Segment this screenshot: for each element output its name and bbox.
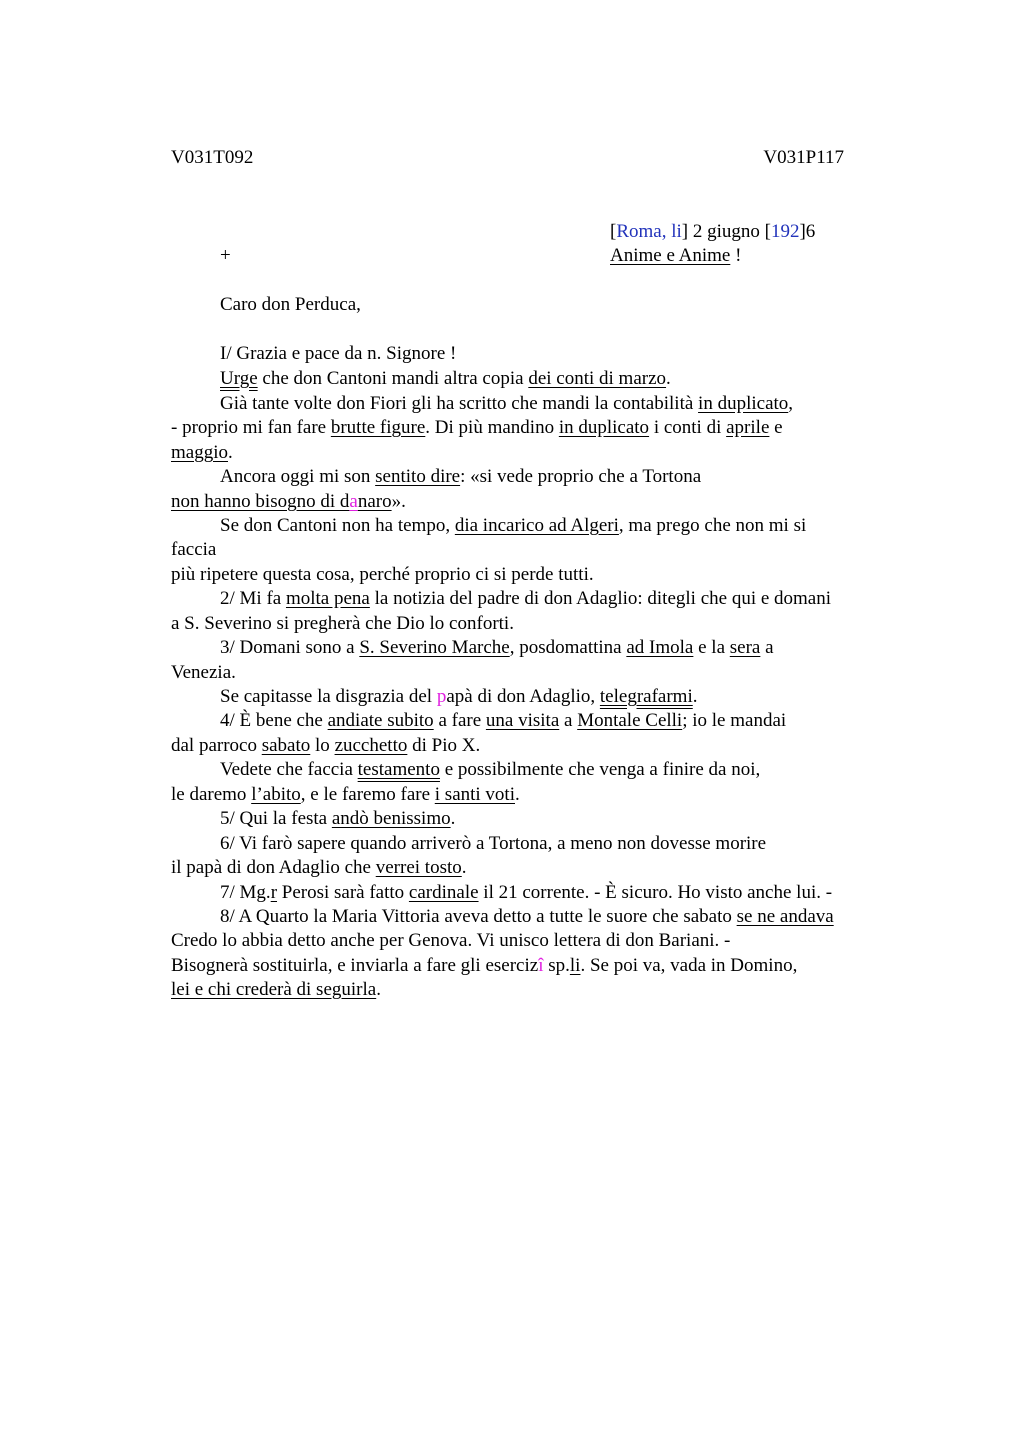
text-line xyxy=(171,978,381,1002)
text-span: ; io le mandai xyxy=(682,710,787,731)
underlined-text: Montale Celli xyxy=(577,710,683,731)
text-line xyxy=(220,636,774,660)
bracket: ] xyxy=(799,221,806,242)
text-line: I/ Grazia e pace da n. Signore ! xyxy=(220,343,457,364)
text-span: il 21 corrente. - È sicuro. Ho visto anche lui. - xyxy=(478,882,833,903)
underlined-text: l’abito xyxy=(251,784,301,805)
text-line xyxy=(171,490,406,514)
underlined-text: andò benissimo xyxy=(331,808,451,829)
underlined-text: non hanno bisogno di d xyxy=(171,491,350,512)
underlined-text: testamento xyxy=(357,759,440,780)
underlined-text: andiate subito xyxy=(327,710,434,731)
corrected-letter: a xyxy=(349,491,358,512)
underlined-text: in duplicato xyxy=(558,417,650,438)
underlined-text: brutte figure xyxy=(330,417,426,438)
underlined-text: cardinale xyxy=(408,882,479,903)
cross-mark: + xyxy=(220,245,231,266)
text-span: lo xyxy=(310,735,335,756)
text-span: a xyxy=(559,710,578,731)
text-line xyxy=(220,881,832,905)
text-span: Ancora oggi mi son xyxy=(220,466,376,487)
underlined-text: sabato xyxy=(261,735,311,756)
underlined-text: sentito dire xyxy=(375,466,461,487)
text-line xyxy=(220,514,806,538)
underlined-text: Urge xyxy=(220,368,258,389)
underlined-text: i santi voti xyxy=(434,784,515,805)
text-line xyxy=(171,783,520,807)
text-line xyxy=(220,685,698,709)
text-span: : «si vede proprio che a Tortona xyxy=(460,466,702,487)
dateline-place: Roma, li xyxy=(616,221,682,242)
underlined-text: molta pena xyxy=(285,588,370,609)
underlined-text: aprile xyxy=(726,417,770,438)
text-line xyxy=(171,416,783,440)
text-span: e possibilmente che venga a finire da noi, xyxy=(439,759,761,780)
text-span: 7/ Mg. xyxy=(220,882,271,903)
underlined-text: una visita xyxy=(485,710,560,731)
text-span: dal parroco xyxy=(171,735,262,756)
text-span: , ma prego che non mi si xyxy=(618,515,807,536)
text-line: Credo lo abbia detto anche per Genova. Vi unisco lettera di don Bariani. - xyxy=(171,930,731,951)
underlined-text: dia incarico ad Algeri xyxy=(454,515,619,536)
text-span: . xyxy=(692,686,698,707)
text-span: di Pio X. xyxy=(407,735,481,756)
text-span: . xyxy=(450,808,456,829)
text-span: ». xyxy=(391,491,406,512)
corrected-letter: î xyxy=(538,955,544,976)
text-span: Se capitasse la disgrazia del xyxy=(220,686,437,707)
text-span: a xyxy=(760,637,774,658)
text-span: le daremo xyxy=(171,784,252,805)
text-line xyxy=(171,441,233,465)
text-line xyxy=(220,709,786,733)
document-ref-right: V031P117 xyxy=(763,147,844,168)
document-ref-left: V031T092 xyxy=(171,147,254,168)
bracket: [ xyxy=(610,221,617,242)
text-line xyxy=(220,807,455,831)
text-line: più ripetere questa cosa, perché proprio ci si perde tutti. xyxy=(171,564,594,585)
text-line: a S. Severino si pregherà che Dio lo conforti. xyxy=(171,613,514,634)
text-line: 6/ Vi farò sapere quando arriverò a Tortona, a meno non dovesse morire xyxy=(220,833,767,854)
underlined-text: naro xyxy=(357,491,392,512)
dateline-year-end: 6 xyxy=(805,221,816,242)
text-span: i conti di xyxy=(649,417,727,438)
text-span: il papà di don Adaglio che xyxy=(171,857,376,878)
dateline-date: 2 giugno xyxy=(688,221,765,242)
motto-suffix: ! xyxy=(730,245,742,266)
text-line xyxy=(171,734,480,758)
text-line xyxy=(220,587,831,611)
underlined-text: in duplicato xyxy=(698,393,789,414)
text-span: . xyxy=(376,979,381,1000)
text-span: 3/ Domani sono a xyxy=(220,637,360,658)
bracket: ] xyxy=(681,221,689,242)
underlined-text: sera xyxy=(729,637,761,658)
text-span: . xyxy=(666,368,671,389)
underlined-text: maggio xyxy=(171,442,228,463)
underlined-text: zucchetto xyxy=(334,735,408,756)
underlined-text: ad Imola xyxy=(626,637,694,658)
text-line xyxy=(220,367,671,391)
text-span: . xyxy=(515,784,520,805)
underlined-text: se ne andava xyxy=(736,906,834,927)
text-span: Già tante volte don Fiori gli ha scritto che mandi la contabilità xyxy=(220,393,699,414)
text-span: , e le faremo fare xyxy=(300,784,435,805)
text-span: e la xyxy=(693,637,730,658)
text-span: 8/ A Quarto la Maria Vittoria aveva detto a tutte le suore che sabato xyxy=(220,906,737,927)
text-span: la notizia del padre di don Adaglio: ditegli che qui e domani xyxy=(369,588,832,609)
text-span: . Se poi va, vada in Domino, xyxy=(580,955,798,976)
text-span: Se don Cantoni non ha tempo, xyxy=(220,515,455,536)
text-line xyxy=(220,465,701,489)
text-span: . xyxy=(228,442,233,463)
text-span: Perosi sarà fatto xyxy=(277,882,409,903)
text-span: che don Cantoni mandi altra copia xyxy=(257,368,529,389)
underlined-text: lei e chi crederà di seguirla xyxy=(171,979,377,1000)
text-span: a fare xyxy=(433,710,486,731)
text-span: , xyxy=(788,393,794,414)
text-span: 4/ È bene che xyxy=(220,710,328,731)
text-line xyxy=(220,905,834,929)
text-span: , posdomattina xyxy=(509,637,627,658)
text-span: 2/ Mi fa xyxy=(220,588,286,609)
text-span: 5/ Qui la festa xyxy=(220,808,332,829)
text-span: Vedete che faccia xyxy=(220,759,358,780)
salutation: Caro don Perduca, xyxy=(220,294,361,315)
underlined-text: verrei tosto xyxy=(375,857,462,878)
bracket: [ xyxy=(764,221,771,242)
text-line xyxy=(220,758,760,782)
text-span: sp. xyxy=(543,955,570,976)
underlined-text: S. Severino Marche xyxy=(359,637,510,658)
text-span: Bisognerà sostituirla, e inviarla a fare gli esercizî xyxy=(171,955,544,976)
dateline-year: 192 xyxy=(770,221,800,242)
text-line xyxy=(171,954,797,978)
text-line xyxy=(220,392,793,416)
corrected-letter: p xyxy=(436,686,447,707)
text-span: . Di più mandino xyxy=(425,417,559,438)
text-line: Venezia. xyxy=(171,662,236,683)
text-span: . xyxy=(461,857,467,878)
underlined-text: li xyxy=(569,955,581,976)
text-line xyxy=(171,856,467,880)
text-line: faccia xyxy=(171,539,217,560)
text-span: apà di don Adaglio, xyxy=(446,686,600,707)
motto xyxy=(610,244,741,268)
underlined-text: dei conti di marzo xyxy=(528,368,667,389)
text-span: - proprio mi fan fare xyxy=(171,417,331,438)
motto-text: Anime e Anime xyxy=(610,245,731,266)
underlined-text: r xyxy=(270,882,278,903)
text-span: e xyxy=(769,417,783,438)
underlined-text: telegrafarmi xyxy=(599,686,693,707)
dateline xyxy=(610,220,815,244)
